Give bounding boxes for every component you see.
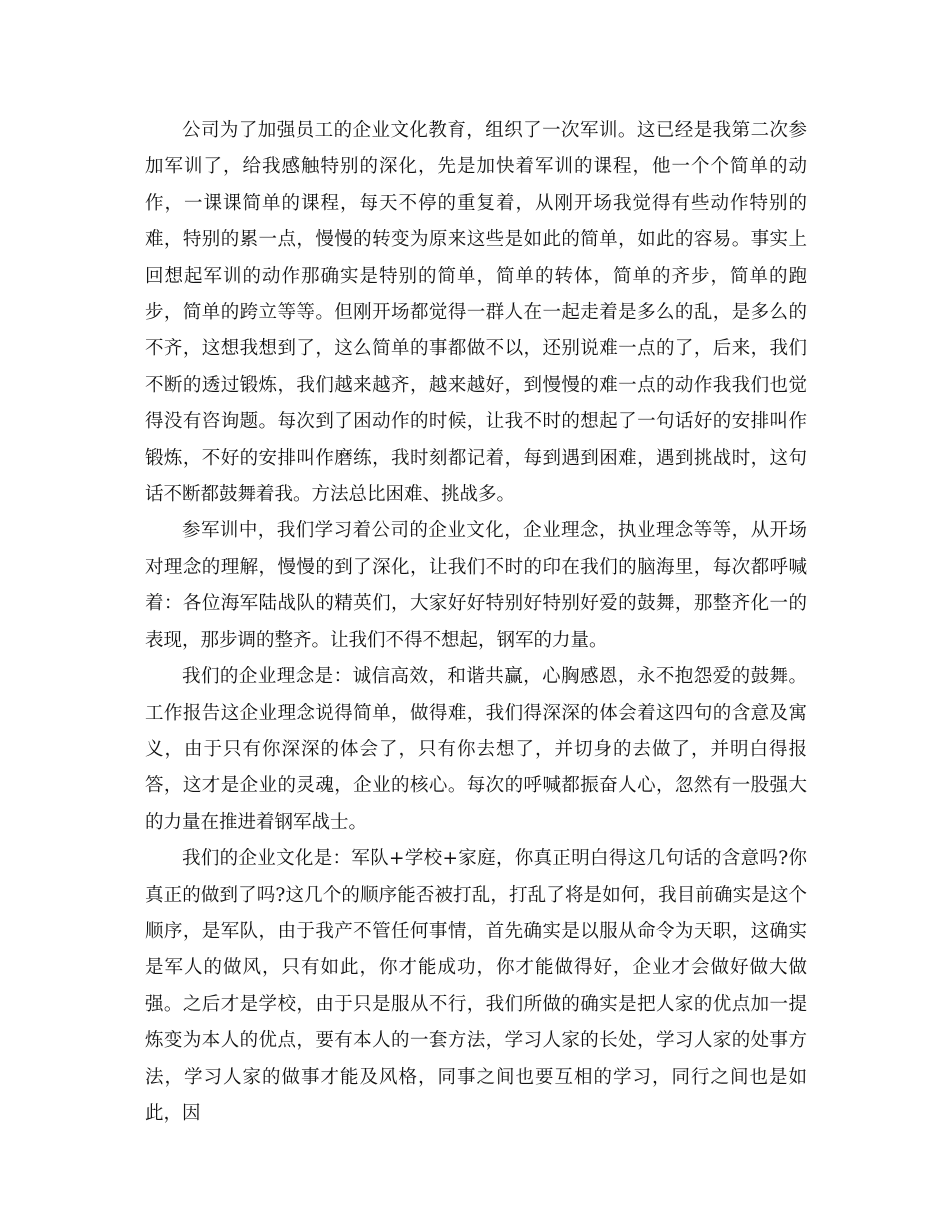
- paragraph-1: 公司为了加强员工的企业文化教育，组织了一次军训。这已经是我第二次参加军训了，给我感触特别的深化，先是加快着军训的课程，他一个个简单的动作，一课课简单的课程，每天不停的重复着，从刚开场我觉得有些动作特别的难，特别的累一点，慢慢的转变为原来这些是如此的简单，如此的容易。事实上回想起军训的动作那确实是特别的简单，简单的转体，简单的齐步，简单的跑步，简单的跨立等等。但刚开场都觉得一群人在一起走着是多么的乱，是多么的不齐，这想我想到了，这么简单的事都做不以，还别说难一点的了，后来，我们不断的透过锻炼，我们越来越齐，越来越好，到慢慢的难一点的动作我我们也觉得没有咨询题。每次到了困动作的时候，让我不时的想起了一句话好的安排叫作锻炼，不好的安排叫作磨练，我时刻都记着，每到遇到困难，遇到挑战时，这句话不断都鼓舞着我。方法总比困难、挑战多。: [145, 120, 807, 506]
- paragraph-2: 参军训中，我们学习着公司的企业文化，企业理念，执业理念等等，从开场对理念的理解，慢慢的到了深化，让我们不时的印在我们的脑海里，每次都呼喊着：各位海军陆战队的精英们，大家好好特别好特别好爱的鼓舞，那整齐化一的表现，那步调的整齐。让我们不得不想起，钢军的力量。: [145, 520, 807, 651]
- paragraph-3: 我们的企业理念是：诚信高效，和谐共赢，心胸感恩，永不抱怨爱的鼓舞。工作报告这企业理念说得简单，做得难，我们得深深的体会着这四句的含意及寓义，由于只有你深深的体会了，只有你去想了，并切身的去做了，并明白得报答，这才是企业的灵魂，企业的核心。每次的呼喊都振奋人心，忽然有一股强大的力量在推进着钢军战士。: [145, 666, 807, 833]
- paragraph-4: 我们的企业文化是：军队+学校+家庭，你真正明白得这几句话的含意吗?你真正的做到了吗?这几个的顺序能否被打乱，打乱了将是如何，我目前确实是这个顺序，是军队，由于我产不管任何事情，首先确实是以服从命令为天职，这确实是军人的做风，只有如此，你才能成功，你才能做得好，企业才会做好做大做强。之后才是学校，由于只是服从不行，我们所做的确实是把人家的优点加一提炼变为本人的优点，要有本人的一套方法，学习人家的长处，学习人家的处事方法，学习人家的做事才能及风格，同事之间也要互相的学习，同行之间也是如此，因: [145, 848, 807, 1124]
- document-body: [145, 113, 807, 1132]
